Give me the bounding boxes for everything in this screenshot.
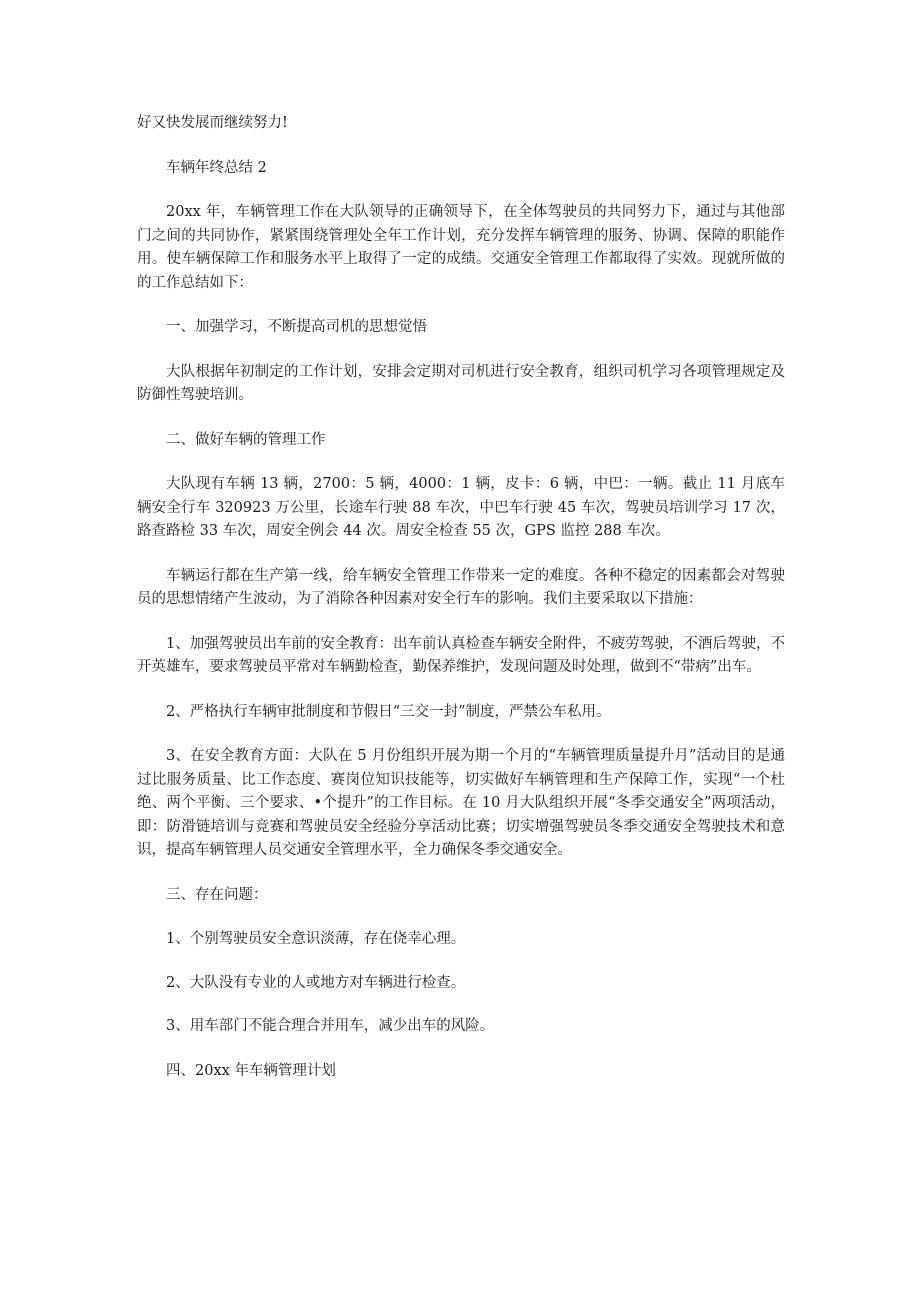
document-page xyxy=(137,112,785,1083)
section-heading-2: 二、做好车辆的管理工作 xyxy=(166,431,326,448)
section-heading-4: 四、20xx 年车辆管理计划 xyxy=(166,1062,336,1079)
section-heading-1: 一、加强学习，不断提高司机的思想觉悟 xyxy=(166,319,427,335)
measure-item-1: 1、加强驾驶员出车前的安全教育：出车前认真检查车辆安全附件，不疲劳驾驶，不酒后驾驶，不开英雄车，要求驾驶员平常对车辆勤检查，勤保养维护，发现问题及时处理，做到不“带病”出车。 xyxy=(137,635,785,675)
problem-item-1: 1、个别驾驶员安全意识淡薄，存在侥幸心理。 xyxy=(166,931,466,947)
problem-item-2: 2、大队没有专业的人或地方对车辆进行检查。 xyxy=(166,974,466,991)
section-1-paragraph: 大队根据年初制定的工作计划，安排会定期对司机进行安全教育，组织司机学习各项管理规定及防御性驾驶培训。 xyxy=(137,363,785,403)
measures-intro-paragraph: 车辆运行都在生产第一线，给车辆安全管理工作带来一定的难度。各种不稳定的因素都会对驾驶员的思想情绪产生波动，为了消除各种因素对安全行车的影响。我们主要采取以下措施： xyxy=(137,567,785,607)
document-title: 车辆年终总结 2 xyxy=(166,159,267,176)
vehicle-stats-paragraph: 大队现有车辆 13 辆，2700：5 辆，4000：1 辆，皮卡：6 辆，中巴：一辆。截止 11 月底车辆安全行车 320923 万公里，长途车行驶 88 车次，中巴车行驶 45 车次，驾驶员培训学习 17 次，路查路检 33 车次，周安全例会 44 次。周安全检查 55 次，GPS 监控 288 车次。 xyxy=(137,476,785,539)
intro-paragraph: 20xx 年，车辆管理工作在大队领导的正确领导下，在全体驾驶员的共同努力下，通过与其他部门之间的共同协作，紧紧围绕管理处全年工作计划，充分发挥车辆管理的服务、协调、保障的职能作用。使车辆保障工作和服务水平上取得了一定的成绩。交通安全管理工作都取得了实效。现就所做的的工作总结如下： xyxy=(137,204,785,291)
problem-item-3: 3、用车部门不能合理合并用车，减少出车的风险。 xyxy=(166,1018,495,1034)
measure-item-2: 2、严格执行车辆审批制度和节假日“三交一封”制度，严禁公车私用。 xyxy=(166,703,611,720)
continuation-line: 好又快发展而继续努力! xyxy=(137,115,288,131)
section-heading-3: 三、存在问题： xyxy=(166,886,268,903)
measure-item-3: 3、在安全教育方面：大队在 5 月份组织开展为期一个月的“车辆管理质量提升月”活动目的是通过比服务质量、比工作态度、赛岗位知识技能等，切实做好车辆管理和生产保障工作，实现“一个杜绝、两个平衡、三个要求、•个提升”的工作目标。在 10 月大队组织开展“冬季交通安全”两项活动，即：防滑链培训与竞赛和驾驶员安全经验分享活动比赛；切实增强驾驶员冬季交通安全驾驶技术和意识，提高车辆管理人员交通安全管理水平，全力确保冬季交通安全。 xyxy=(137,748,785,858)
